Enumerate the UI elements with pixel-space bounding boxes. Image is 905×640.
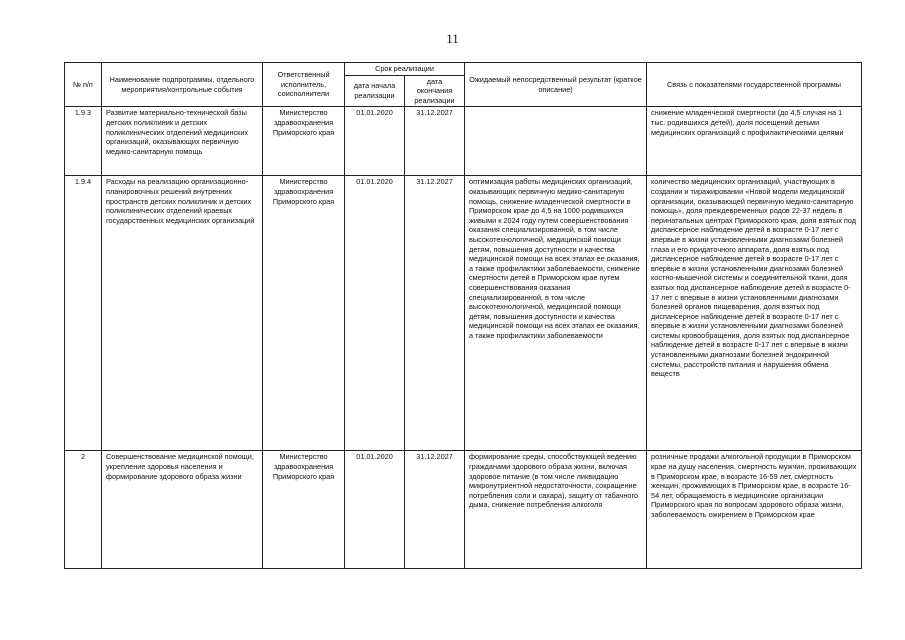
row-responsible: Министерство здравоохранения Приморского края (263, 176, 345, 451)
table-row (65, 107, 862, 176)
row-responsible: Министерство здравоохранения Приморского края (263, 451, 345, 569)
table-row (65, 176, 862, 451)
page-number: 11 (446, 31, 459, 46)
row-name: Расходы на реализацию организационно-планировочных решений внутренних пространств детских поликлиник и детских поликлинических отделений краевых государственных медицинских организаций (102, 176, 263, 451)
row-num: 1.9.4 (65, 176, 102, 451)
row-link: количество медицинских организаций, участвующих в создании и тиражировании «Новой модели медицинской организации, оказывающей первичную медико-санитарную помощь», доля преждевременных родов 22-37 недель в перинатальных центрах Приморского края, доля взятых под диспансерное наблюдение детей в возрасте 0-17 лет с впервые в жизни установленными диагнозами болезней глаза и его придаточного аппарата, доля взятых под диспансерное наблюдение детей в возрасте 0-17 лет с впервые в жизни установленными диагнозами болезней костно-мышечной системы и соединительной ткани, доля взятых под диспансерное наблюдение детей в возрасте 0-17 лет с впервые в жизни установленными диагнозами болезней органов пищеварения, доля взятых под диспансерное наблюдение детей в возрасте 0-17 лет с впервые в жизни установленными диагнозами болезней системы кровообращения, доля взятых под диспансерное наблюдение детей в возрасте 0-17 лет с впервые в жизни установленными диагнозами болезней эндокринной системы, расстройств питания и нарушения обмена веществ (647, 176, 862, 451)
row-result: оптимизация работы медицинских организаций, оказывающих первичную медико-санитарную помощь, снижение младенческой смертности в Приморском крае до 4,5 на 1000 родившихся живыми к 2024 году путем совершенствования оказания специализированной, в том числе высокотехнологичной, медицинской помощи детям, повышения доступности и качества медицинской помощи на всех этапах ее оказания, а также профилактики заболеваемости, снижение смертности детей в Приморском крае путем совершенствования оказания специализированной, в том числе высокотехнологичной, медицинской помощи детям, повышения доступности и качества медицинской помощи на всех этапах ее оказания, а также профилактики заболеваемости (465, 176, 647, 451)
header-start: дата начала реализации (345, 75, 405, 107)
row-end-date: 31.12.2027 (405, 107, 465, 176)
header-end: дата окончания реализации (405, 75, 465, 107)
row-start-date: 01.01.2020 (345, 451, 405, 569)
table-row (65, 451, 862, 569)
header-period: Срок реализации (345, 63, 465, 76)
header-link: Связь с показателями государственной программы (647, 63, 862, 107)
header-name: Наименование подпрограммы, отдельного мероприятия/контрольные события (102, 63, 263, 107)
row-name: Развитие материально-технической базы детских поликлиник и детских поликлинических отделений медицинских организаций, оказывающих первичную медико-санитарную помощь (102, 107, 263, 176)
row-responsible: Министерство здравоохранения Приморского края (263, 107, 345, 176)
row-link: розничные продажи алкогольной продукции в Приморском крае на душу населения, смертность мужчин, проживающих в Приморском крае, в возрасте 16-59 лет, смертность женщин, проживающих в Приморском крае, в возрасте 16-54 лет, обращаемость в медицинские организации Приморского края по вопросам здорового образа жизни, заболеваемость ожирением в Приморском крае (647, 451, 862, 569)
row-start-date: 01.01.2020 (345, 176, 405, 451)
header-result: Ожидаемый непосредственный результат (краткое описание) (465, 63, 647, 107)
header-num: № п/п (65, 63, 102, 107)
row-num: 2 (65, 451, 102, 569)
row-result (465, 107, 647, 176)
program-table (64, 62, 862, 569)
header-row (65, 63, 862, 76)
row-name: Совершенствование медицинской помощи, укрепление здоровья населения и формирование здорового образа жизни (102, 451, 263, 569)
row-end-date: 31.12.2027 (405, 176, 465, 451)
row-num: 1.9.3 (65, 107, 102, 176)
row-result: формирование среды, способствующей ведению гражданами здорового образа жизни, включая здоровое питание (в том числе ликвидацию микронутриентной недостаточности, сокращение потребления соли и сахара), защиту от табачного дыма, снижение потребления алкоголя (465, 451, 647, 569)
row-end-date: 31.12.2027 (405, 451, 465, 569)
header-responsible: Ответственный исполнитель, соисполнители (263, 63, 345, 107)
row-start-date: 01.01.2020 (345, 107, 405, 176)
row-link: снижение младенческой смертности (до 4,5 случая на 1 тыс. родившихся детей), доля посещений детьми медицинских организаций с профилактическими целями (647, 107, 862, 176)
